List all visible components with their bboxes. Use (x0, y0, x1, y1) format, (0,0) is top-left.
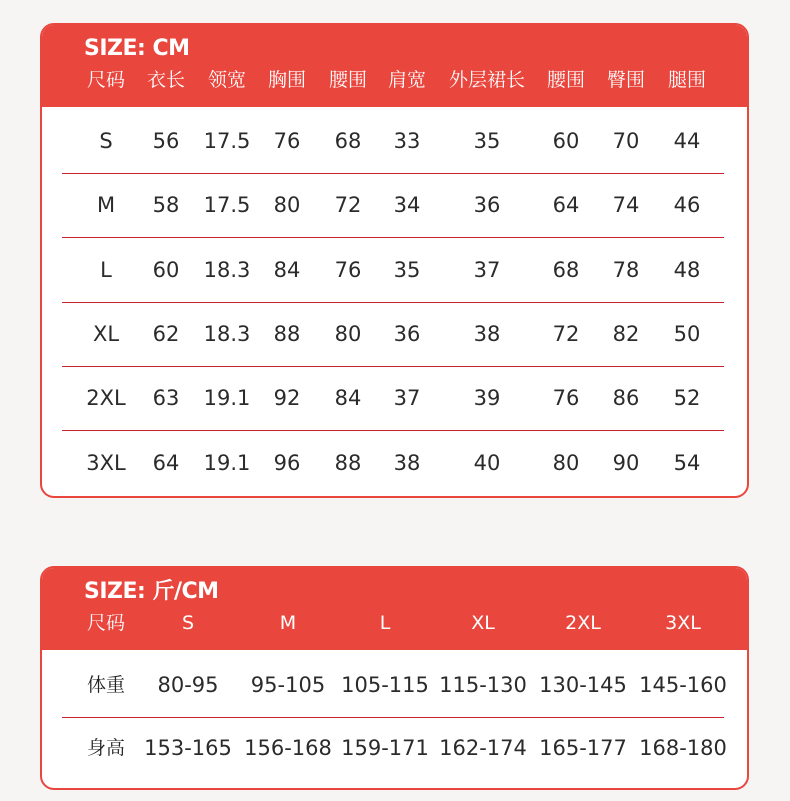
table-cell: 18.3 (203, 257, 251, 282)
table-cell: 76 (334, 257, 362, 282)
size-chart-header (42, 25, 747, 107)
table-cell: 56 (152, 129, 180, 153)
table-cell: 76 (273, 129, 301, 153)
table-cell: 159-171 (341, 736, 429, 760)
column-header: L (379, 612, 391, 634)
table-cell: 46 (673, 193, 701, 218)
table-cell: 64 (152, 450, 180, 475)
table-cell: 38 (473, 321, 501, 346)
table-row (62, 173, 724, 238)
column-header: 臀围 (606, 69, 646, 91)
table-row (62, 431, 724, 495)
table-cell: 80 (273, 193, 301, 218)
table-cell: 50 (673, 321, 701, 346)
table-cell: 78 (612, 257, 640, 282)
table-cell: 64 (552, 193, 580, 218)
column-header: 腿围 (667, 69, 707, 91)
column-header: 尺码 (86, 612, 126, 634)
table-cell: 36 (473, 193, 501, 218)
column-header: 衣长 (146, 69, 186, 91)
table-cell: 88 (273, 321, 301, 346)
table-cell: 40 (473, 450, 501, 475)
row-label: 3XL (86, 450, 126, 475)
column-header: 领宽 (207, 69, 247, 91)
row-label: 2XL (86, 386, 126, 411)
column-header: 胸围 (267, 69, 307, 91)
table-cell: 80 (334, 321, 362, 346)
row-label: 体重 (86, 674, 126, 696)
table-cell: 38 (393, 450, 421, 475)
table-cell: 58 (152, 193, 180, 218)
row-label: 身高 (86, 737, 126, 759)
weight-height-header (42, 568, 747, 650)
table-cell: 72 (334, 193, 362, 218)
table-cell: 60 (552, 129, 580, 153)
weight-height-title: SIZE: 斤/CM (84, 579, 219, 604)
table-cell: 37 (393, 386, 421, 411)
table-cell: 115-130 (439, 673, 527, 697)
table-row (62, 716, 727, 780)
table-cell: 105-115 (341, 673, 429, 697)
table-cell: 34 (393, 193, 421, 218)
table-row (62, 366, 724, 431)
table-cell: 36 (393, 321, 421, 346)
table-cell: 70 (612, 129, 640, 153)
table-cell: 60 (152, 257, 180, 282)
column-header: 3XL (665, 612, 701, 634)
table-cell: 130-145 (539, 673, 627, 697)
table-cell: 39 (473, 386, 501, 411)
table-cell: 86 (612, 386, 640, 411)
table-row (62, 238, 724, 303)
table-cell: 35 (473, 129, 501, 153)
table-row (62, 109, 724, 174)
table-row (62, 653, 727, 718)
table-cell: 72 (552, 321, 580, 346)
size-chart-title: SIZE: CM (84, 36, 190, 61)
row-label: S (99, 129, 113, 153)
column-header: 腰围 (328, 69, 368, 91)
column-header: 2XL (565, 612, 601, 634)
table-cell: 165-177 (539, 736, 627, 760)
table-cell: 62 (152, 321, 180, 346)
table-cell: 92 (273, 386, 301, 411)
table-cell: 17.5 (203, 129, 251, 153)
table-cell: 19.1 (203, 450, 251, 475)
table-cell: 68 (552, 257, 580, 282)
table-cell: 84 (273, 257, 301, 282)
column-header: 腰围 (546, 69, 586, 91)
column-header: 肩宽 (387, 69, 427, 91)
column-header: 尺码 (86, 69, 126, 91)
table-cell: 84 (334, 386, 362, 411)
table-cell: 35 (393, 257, 421, 282)
table-cell: 18.3 (203, 321, 251, 346)
table-cell: 153-165 (144, 736, 232, 760)
table-cell: 44 (673, 129, 701, 153)
table-cell: 156-168 (244, 736, 332, 760)
table-cell: 90 (612, 450, 640, 475)
table-cell: 48 (673, 257, 701, 282)
table-cell: 162-174 (439, 736, 527, 760)
table-cell: 52 (673, 386, 701, 411)
table-cell: 88 (334, 450, 362, 475)
table-cell: 80 (552, 450, 580, 475)
table-cell: 37 (473, 257, 501, 282)
size-chart-weight-height (40, 566, 749, 790)
column-header: S (181, 612, 195, 634)
table-cell: 95-105 (250, 673, 326, 697)
table-cell: 63 (152, 386, 180, 411)
table-cell: 80-95 (157, 673, 219, 697)
table-cell: 19.1 (203, 386, 251, 411)
table-cell: 145-160 (639, 673, 727, 697)
table-cell: 33 (393, 129, 421, 153)
table-cell: 82 (612, 321, 640, 346)
table-cell: 17.5 (203, 193, 251, 218)
table-cell: 54 (673, 450, 701, 475)
column-header: 外层裙长 (448, 69, 526, 91)
table-cell: 96 (273, 450, 301, 475)
table-cell: 168-180 (639, 736, 727, 760)
size-chart-cm (40, 23, 749, 498)
table-cell: 68 (334, 129, 362, 153)
table-cell: 74 (612, 193, 640, 218)
column-header: XL (471, 612, 495, 634)
table-cell: 76 (552, 386, 580, 411)
table-row (62, 302, 724, 367)
row-label: XL (92, 321, 120, 346)
row-label: M (96, 193, 116, 218)
row-label: L (100, 257, 112, 282)
column-header: M (279, 612, 297, 634)
